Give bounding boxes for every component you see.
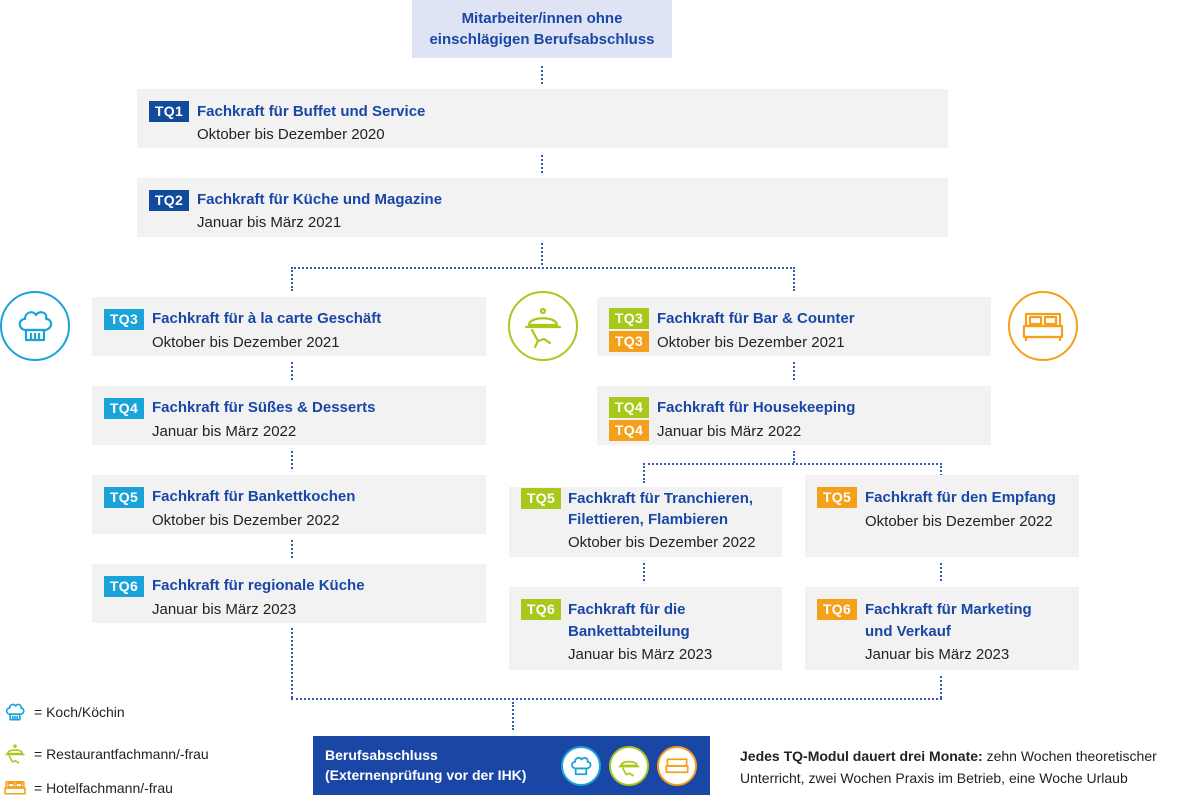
start-box — [412, 0, 672, 58]
green-tq6-date: Januar bis März 2023 — [568, 646, 713, 663]
orange-tq6-title-2: und Verkauf — [865, 623, 951, 640]
final-line-1: Berufsabschluss — [325, 747, 438, 763]
orange-tq6-card — [805, 587, 1079, 670]
final-box — [313, 736, 710, 795]
left-tq5-badge: TQ5 — [104, 487, 144, 508]
left-tq3-badge: TQ3 — [104, 309, 144, 330]
green-tq5-title-1: Fachkraft für Tranchieren, — [568, 490, 754, 507]
tq1-date: Oktober bis Dezember 2020 — [197, 126, 385, 143]
connector — [291, 698, 942, 700]
connector — [512, 702, 514, 730]
legend-item-restaurant — [0, 741, 209, 767]
green-tq6-badge: TQ6 — [521, 599, 561, 620]
tq2-date: Januar bis März 2021 — [197, 214, 342, 231]
cloche-icon — [0, 742, 30, 766]
tq2-card — [137, 178, 948, 237]
tq1-card — [137, 89, 948, 148]
left-tq5-date: Oktober bis Dezember 2022 — [152, 512, 340, 529]
chef-hat-icon — [0, 700, 30, 724]
right-tq4-badge-green: TQ4 — [609, 397, 649, 418]
left-tq4-title: Fachkraft für Süßes & Desserts — [152, 399, 376, 416]
connector — [291, 362, 293, 380]
orange-tq5-badge: TQ5 — [817, 487, 857, 508]
right-tq4-date: Januar bis März 2022 — [657, 423, 802, 440]
connector — [940, 676, 942, 698]
connector — [940, 563, 942, 581]
left-tq4-card — [92, 386, 486, 445]
connector — [291, 267, 795, 269]
connector — [291, 451, 293, 469]
legend-item-chef — [0, 699, 125, 725]
start-line-2: einschlägigen Berufsabschluss — [429, 31, 655, 48]
left-tq3-title: Fachkraft für à la carte Geschäft — [152, 310, 382, 327]
legend-text-hotel: = Hotelfachmann/-frau — [34, 780, 173, 796]
green-tq6-title-1: Fachkraft für die — [568, 601, 686, 618]
bed-icon — [1008, 291, 1078, 361]
orange-tq5-date: Oktober bis Dezember 2022 — [865, 513, 1053, 530]
module-note-text: zehn Wochen theoretischer Unterricht, zwei Wochen Praxis im Betrieb, eine Woche Urlaub — [740, 748, 1157, 786]
right-tq4-card — [597, 386, 991, 445]
green-tq5-card — [509, 487, 782, 557]
legend-text-restaurant: = Restaurantfachmann/-frau — [34, 746, 209, 762]
right-tq3-title: Fachkraft für Bar & Counter — [657, 310, 855, 327]
orange-tq5-title: Fachkraft für den Empfang — [865, 489, 1056, 506]
tq2-badge: TQ2 — [149, 190, 189, 211]
green-tq5-badge: TQ5 — [521, 488, 561, 509]
right-tq3-badge-orange: TQ3 — [609, 331, 649, 352]
right-tq4-badge-orange: TQ4 — [609, 420, 649, 441]
chef-hat-icon — [0, 291, 70, 361]
left-tq3-card — [92, 297, 486, 356]
left-tq4-badge: TQ4 — [104, 398, 144, 419]
cloche-icon — [508, 291, 578, 361]
right-tq3-card — [597, 297, 991, 356]
connector — [793, 267, 795, 291]
left-tq6-date: Januar bis März 2023 — [152, 601, 297, 618]
legend-text-chef: = Koch/Köchin — [34, 704, 125, 720]
green-tq5-date: Oktober bis Dezember 2022 — [568, 534, 756, 551]
start-line-1: Mitarbeiter/innen ohne — [461, 10, 623, 27]
right-tq4-title: Fachkraft für Housekeeping — [657, 399, 856, 416]
orange-tq6-badge: TQ6 — [817, 599, 857, 620]
cloche-icon — [609, 746, 649, 786]
bed-icon — [657, 746, 697, 786]
right-tq3-date: Oktober bis Dezember 2021 — [657, 334, 845, 351]
module-note-bold: Jedes TQ-Modul dauert drei Monate: — [740, 748, 983, 764]
connector — [793, 451, 795, 463]
bed-icon — [0, 776, 30, 800]
connector — [541, 243, 543, 265]
left-tq6-title: Fachkraft für regionale Küche — [152, 577, 365, 594]
connector — [793, 362, 795, 380]
tq1-badge: TQ1 — [149, 101, 189, 122]
connector — [643, 463, 942, 465]
connector — [643, 563, 645, 581]
module-note — [740, 745, 1200, 789]
orange-tq5-card — [805, 475, 1079, 557]
orange-tq6-date: Januar bis März 2023 — [865, 646, 1010, 663]
left-tq5-card — [92, 475, 486, 534]
connector — [291, 540, 293, 558]
green-tq6-card — [509, 587, 782, 670]
connector — [541, 66, 543, 84]
final-line-2: (Externenprüfung vor der IHK) — [325, 767, 527, 783]
connector — [643, 463, 645, 483]
connector — [291, 267, 293, 291]
left-tq3-date: Oktober bis Dezember 2021 — [152, 334, 340, 351]
green-tq6-title-2: Bankettabteilung — [568, 623, 690, 640]
right-tq3-badge-green: TQ3 — [609, 308, 649, 329]
legend-item-hotel — [0, 775, 173, 800]
final-title — [325, 745, 526, 785]
connector — [541, 155, 543, 173]
left-tq5-title: Fachkraft für Bankettkochen — [152, 488, 356, 505]
connector — [291, 628, 293, 698]
left-tq6-card — [92, 564, 486, 623]
tq1-title: Fachkraft für Buffet und Service — [197, 103, 426, 120]
orange-tq6-title-1: Fachkraft für Marketing — [865, 601, 1032, 618]
left-tq4-date: Januar bis März 2022 — [152, 423, 297, 440]
tq2-title: Fachkraft für Küche und Magazine — [197, 191, 443, 208]
green-tq5-title-2: Filettieren, Flambieren — [568, 511, 729, 528]
left-tq6-badge: TQ6 — [104, 576, 144, 597]
chef-hat-icon — [561, 746, 601, 786]
